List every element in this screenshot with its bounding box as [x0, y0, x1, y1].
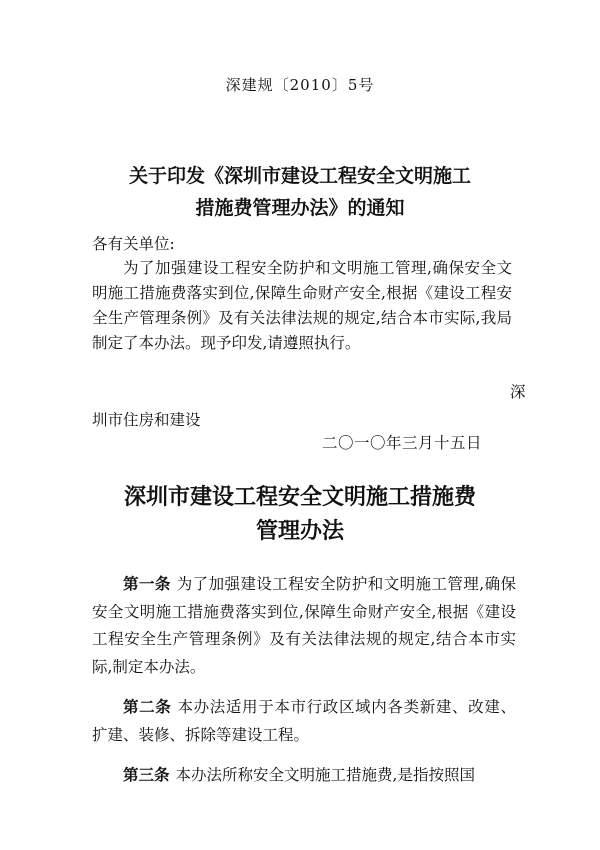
- article-2-text: 本办法适用于本市行政区域内各类新建、改建、扩建、装修、拆除等建设工程。: [92, 698, 516, 744]
- article-1-text: 为了加强建设工程安全防护和文明施工管理,确保安全文明施工措施费落实到位,保障生命财产安全,根据《建设工程安全生产管理条例》及有关法律法规的规定,结合本市实际,制定本办法。: [92, 575, 516, 676]
- measures-title-line-2: 管理办法: [255, 518, 344, 544]
- notice-body: 为了加强建设工程安全防护和文明施工管理,确保安全文明施工措施费落实到位,保障生命财产安全,根据《建设工程安全生产管理条例》及有关法律法规的规定,结合本市实际,我局制定了本办法。现予印发,请遵照执行。: [92, 259, 512, 352]
- article-2: [92, 693, 516, 749]
- notice-title-line-1: 关于印发《深圳市建设工程安全文明施工: [128, 165, 471, 187]
- notice-date: 二〇一〇年三月十五日: [322, 434, 483, 452]
- article-1: [92, 570, 516, 681]
- issuer-part-1: 深: [510, 383, 526, 401]
- articles: [92, 570, 516, 802]
- measures-title: [0, 480, 600, 548]
- notice-title-line-2: 措施费管理办法》的通知: [195, 197, 405, 219]
- article-2-head: 第二条: [123, 697, 172, 716]
- article-1-head: 第一条: [123, 574, 171, 593]
- issuer-part-2: 圳市住房和建设: [92, 411, 201, 429]
- article-3-text: 本办法所称安全文明施工措施费,是指按照国: [175, 766, 475, 784]
- addressee: 各有关单位:: [92, 235, 175, 253]
- document-number: 深建规〔2010〕5号: [225, 76, 375, 94]
- notice-title: [0, 160, 600, 224]
- article-3: [92, 761, 516, 790]
- article-3-head: 第三条: [123, 765, 170, 784]
- measures-title-line-1: 深圳市建设工程安全文明施工措施费: [123, 484, 476, 510]
